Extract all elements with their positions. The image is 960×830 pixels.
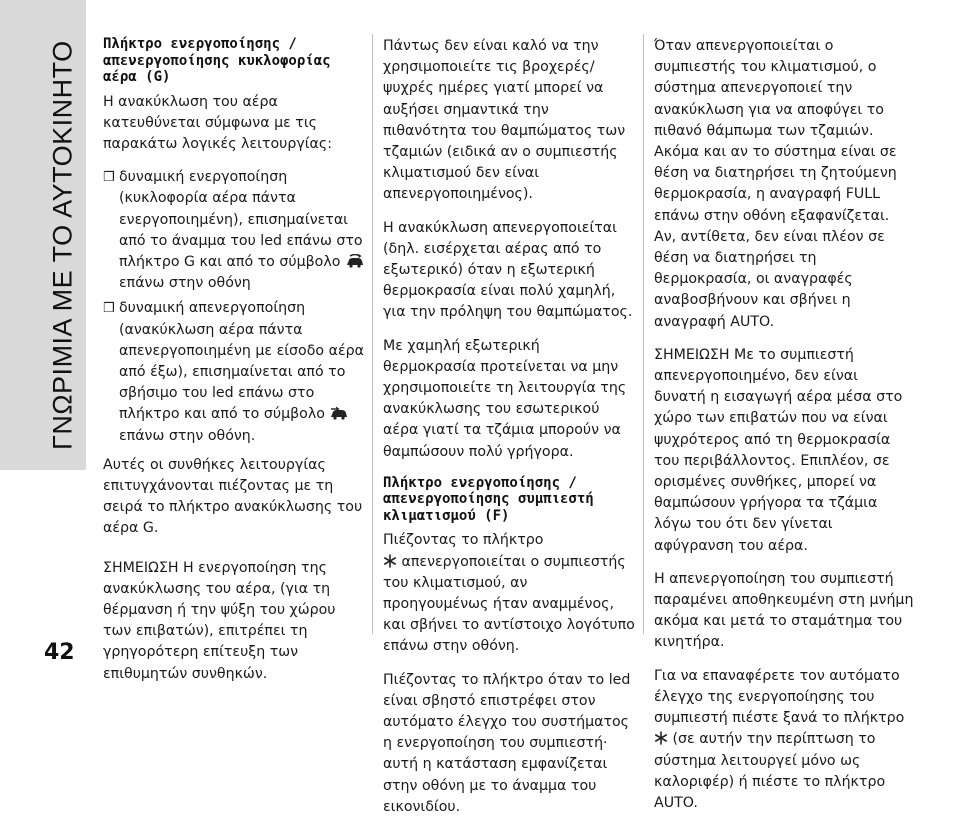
column-divider [372,34,373,634]
column-2 [383,36,635,830]
column-3 [654,36,914,826]
section-heading-compressor: Πλήκτρο ενεργοποίησης / απενεργοποίησης συμπιεστή κλιματισμού (F) [383,474,594,524]
chapter-title: ΓΝΩΡΙΜΙΑ ΜΕ ΤΟ ΑΥΤΟΚΙΝΗΤΟ [47,40,78,450]
section-heading-recirculation: Πλήκτρο ενεργοποίησης / απενεργοποίησης κυκλοφορίας αέρα (G) [103,36,331,85]
paragraph-part: Για να επαναφέρετε τον αυτόματο έλεγχο της ενεργοποίησης του συμπιεστή πιέστε ξανά το πλήκτρο [654,667,905,727]
checkbox-bullet-icon: ❒ [103,301,115,317]
column-1 [103,36,365,697]
note-paragraph: ΣΗΜΕΙΩΣΗ Με το συμπιεστή απενεργοποιημένο, δεν είναι δυνατή η εισαγωγή αέρα μέσα στο χώρο των επιβατών που να είναι ψυχρότερος από τη θερμοκρασία του περιβάλλοντος. Επιπλέον, σε ορισμένες συνθήκες, μπορεί να θαμπώσουν γρήγορα τα τζάμια λόγω του ότι δεν γίνεται αφύγρανση του αέρα. [654,346,903,554]
paragraph: Όταν απενεργοποιείται ο συμπιεστής του κλιματισμού, ο σύστημα απενεργοποιεί την ανακύκλωση για να αποφύγει το πιθανό θάμπωμα των τζαμιών. Ακόμα και αν το σύστημα είναι σε θέση να διατηρήσει τη ζητούμενη θερμοκρασία, η αναγραφή FULL επάνω στην οθόνη εξαφανίζεται. Αν, αντίθετα, δεν είναι πλέον σε θέση να διατηρήσει τη θερμοκρασία, οι αναγραφές αναβοσβήνουν και σβήνει η αναγραφή AUTO. [654,38,897,330]
page-number: 42 [44,640,75,665]
note-paragraph: ΣΗΜΕΙΩΣΗ Η ενεργοποίηση της ανακύκλωσης του αέρα, (για τη θέρμανση ή την ψύξη του χώρου των επιβατών), επιτρέπει τη γρηγορότερη επίτευξη των επιθυμητών συνθηκών. [103,559,336,682]
snowflake-icon [654,731,668,745]
paragraph: Η απενεργοποίηση του συμπιεστή παραμένει αποθηκευμένη στη μνήμη ακόμα και μετά το σταμάτημα του κινητήρα. [654,570,914,651]
bullet-text [119,167,365,294]
column-divider [643,34,644,634]
checkbox-bullet-icon: ❒ [103,170,115,186]
paragraph-part: (σε αυτήν την περίπτωση το σύστημα λειτουργεί μόνο ως καλοριφέρ) ή πιέστε το πλήκτρο AUTO. [654,731,886,811]
outside-air-car-icon [329,406,349,420]
paragraph: Αυτές οι συνθήκες λειτουργίας επιτυγχάνονται πιέζοντας με τη σειρά το πλήκτρο ανακύκλωσης του αέρα G. [103,456,363,537]
bullet-text-part: επάνω στην οθόνη. [119,427,256,444]
bullet-text [119,298,365,446]
bullet-text-part: επάνω στην οθόνη [119,275,251,292]
paragraph [383,530,635,657]
bullet-item [103,167,365,294]
paragraph-part: Πιέζοντας το πλήκτρο [383,532,544,549]
snowflake-icon [383,554,397,568]
paragraph: Πιέζοντας το πλήκτρο όταν το led είναι σβηστό επιστρέφει στον αυτόματο έλεγχο του συστήματος η ενεργοποίηση του συμπιεστή· αυτή η κατάσταση εμφανίζεται στην οθόνη με το άναμμα του εικονιδίου. [383,671,631,815]
recirculation-car-icon [345,254,365,268]
bullet-text-part: δυναμική ενεργοποίηση (κυκλοφορία αέρα πάντα ενεργοποιημένη), επισημαίνεται από το άναμμα του led επάνω στο πλήκτρο G και από το σύμβολο [119,169,363,270]
paragraph: Η ανακύκλωση απενεργοποιείται (δηλ. εισέρχεται αέρας από το εξωτερικό) όταν η εξωτερική θερμοκρασία είναι πολύ χαμηλή, για την πρόληψη του θαμπώματος. [383,219,633,321]
paragraph-part: απενεργοποιείται ο συμπιεστής του κλιματισμού, αν προηγουμένως ήταν αναμμένος, και σβήνει το αντίστοιχο λογότυπο επάνω στην οθόνη. [383,553,635,655]
paragraph: Πάντως δεν είναι καλό να την χρησιμοποιείτε τις βροχερές/ψυχρές ημέρες γιατί μπορεί να αυξήσει σημαντικά την πιθανότητα του θαμπώματος των τζαμιών (ειδικά αν ο συμπιεστής κλιματισμού δεν είναι απενεργοποιημένος). [383,38,626,203]
paragraph [654,666,914,814]
paragraph: Με χαμηλή εξωτερική θερμοκρασία προτείνεται να μην χρησιμοποιείτε τη λειτουργία της ανακύκλωσης του εσωτερικού αέρα γιατί τα τζάμια μπορούν να θαμπώσουν πολύ γρήγορα. [383,337,627,460]
paragraph: Η ανακύκλωση του αέρα κατευθύνεται σύμφωνα με τις παρακάτω λογικές λειτουργίας: [103,93,332,152]
bullet-item [103,298,365,446]
chapter-side-tab [0,0,86,470]
bullet-text-part: δυναμική απενεργοποίηση (ανακύκλωση αέρα πάντα απενεργοποιημένη με είσοδο αέρα από έξω), επισημαίνεται από το σβήσιμο του led επάνω στο πλήκτρο και από το σύμβολο [119,300,364,423]
